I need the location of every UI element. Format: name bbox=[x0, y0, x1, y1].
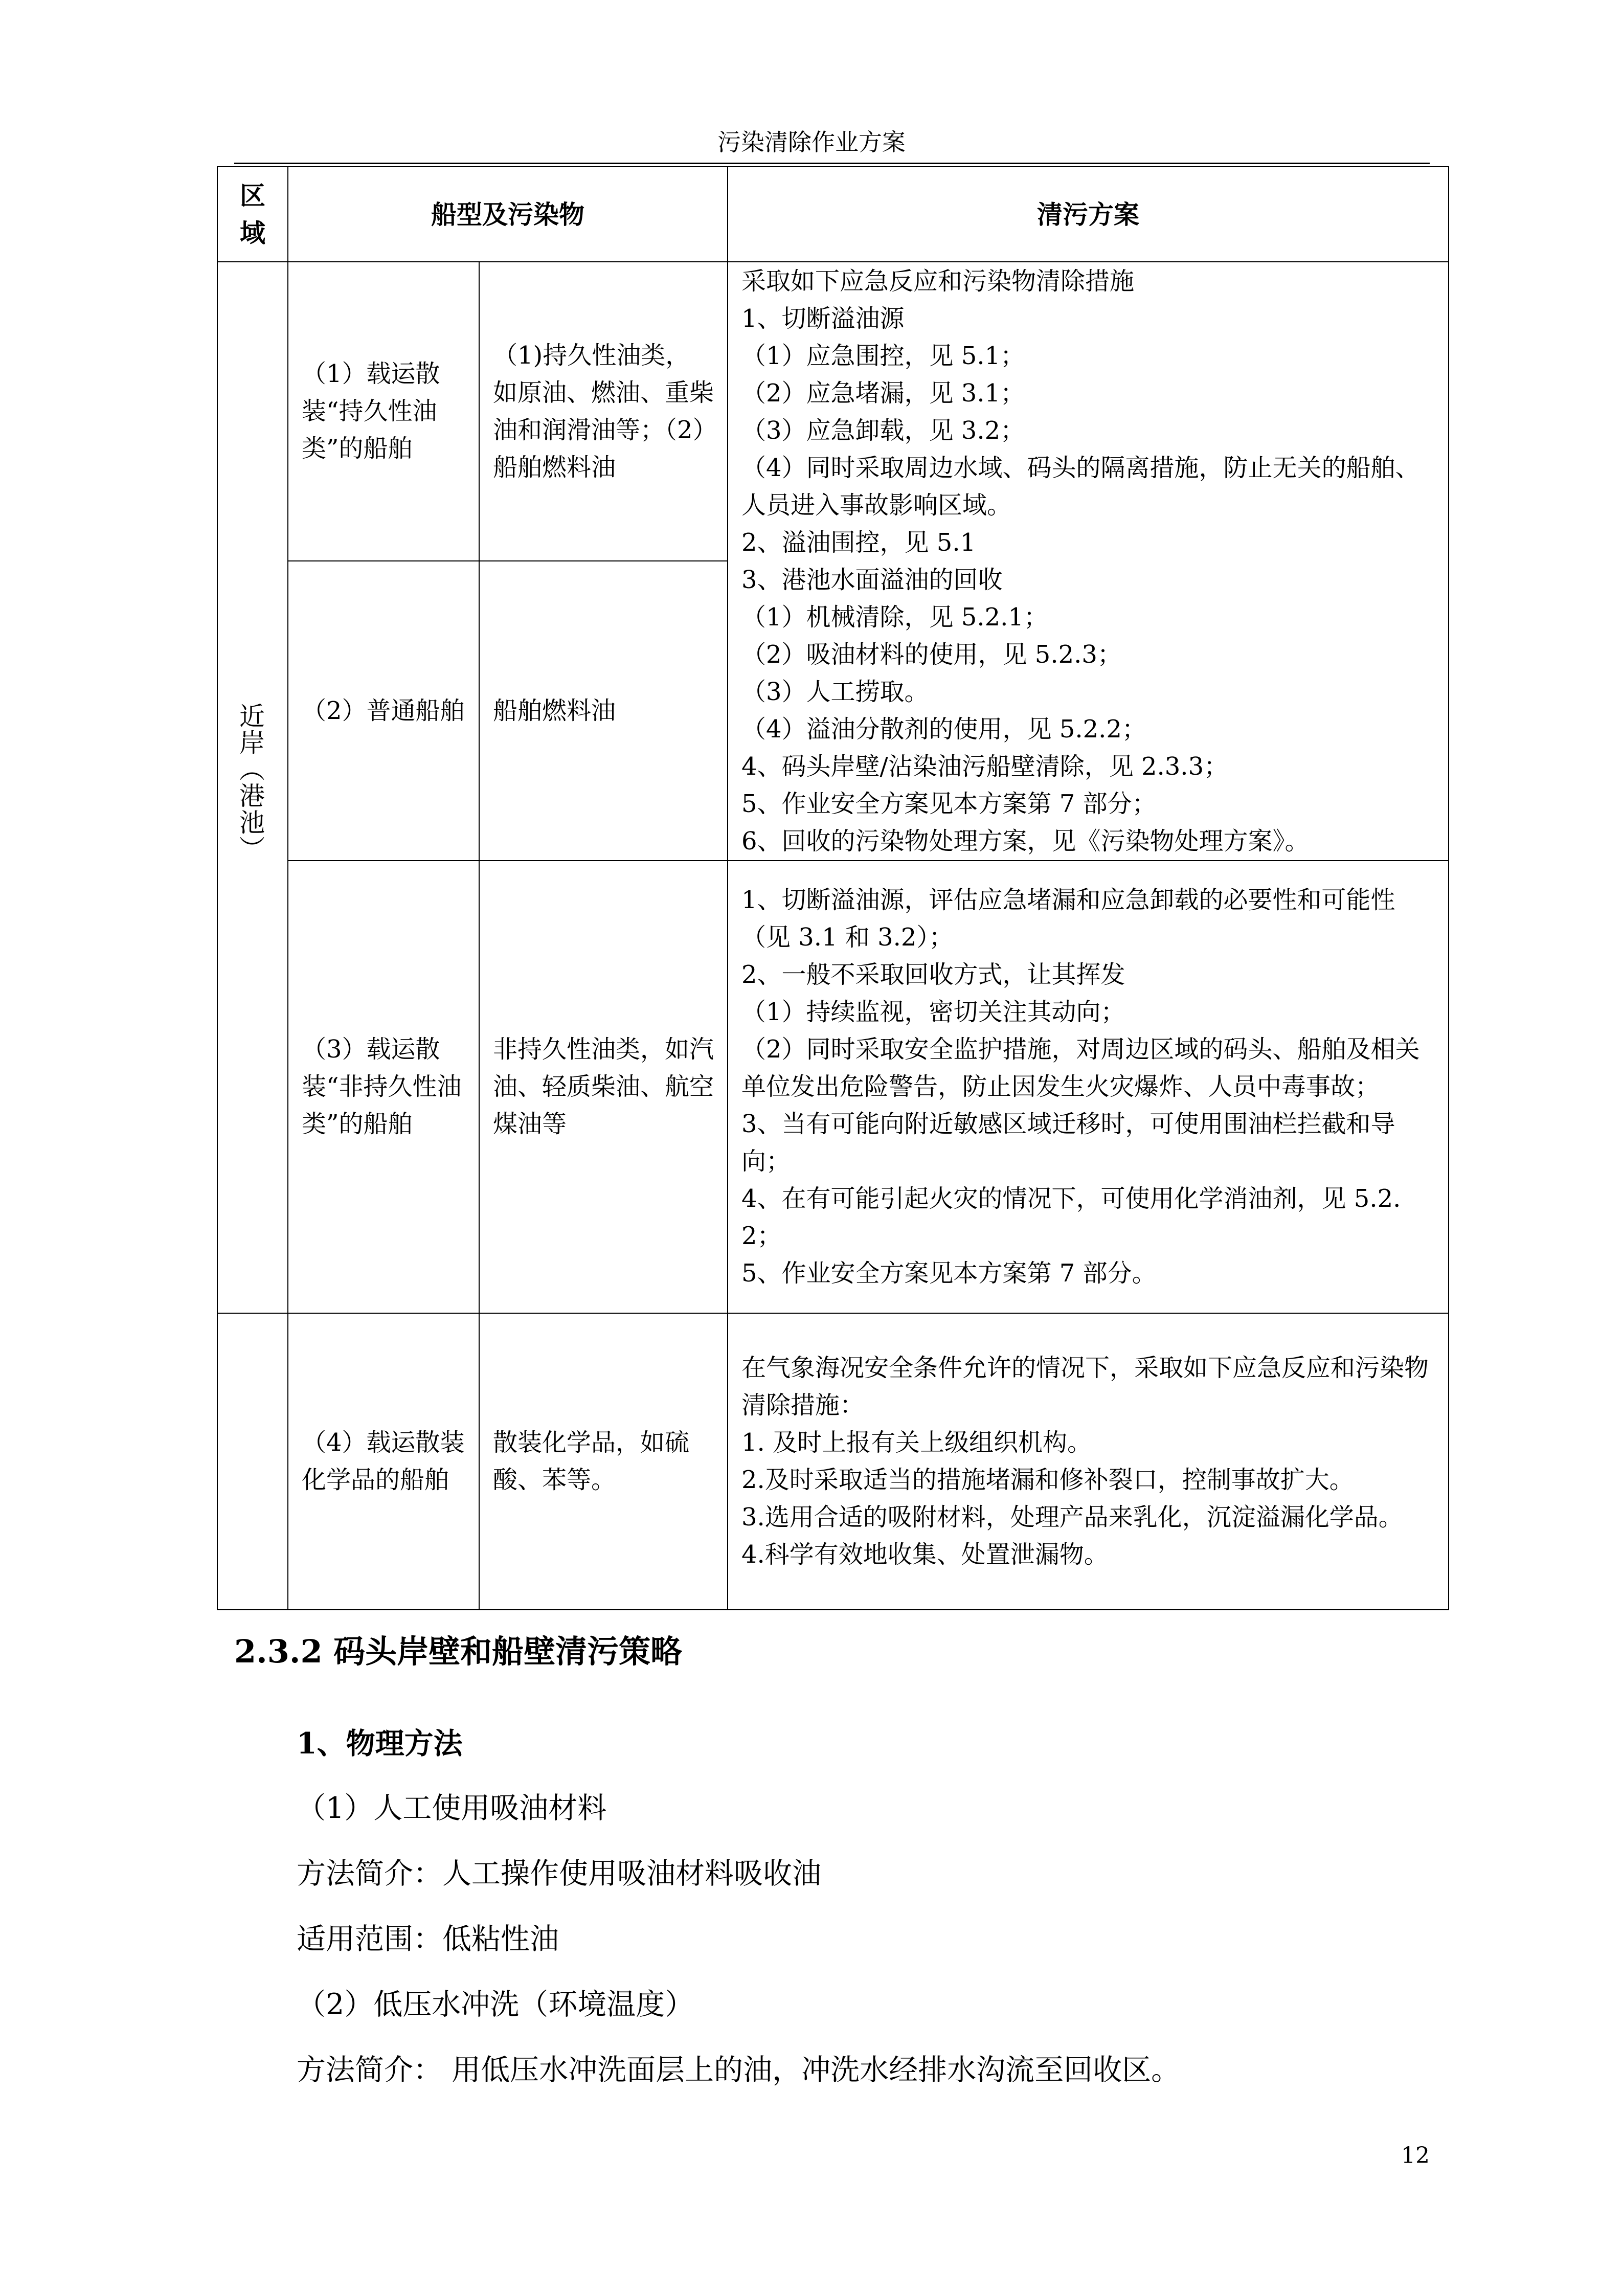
plan-line: 4、在有可能引起火灾的情况下，可使用化学消油剂，见 5.2.2； bbox=[741, 1184, 1401, 1250]
plan-line: 1、切断溢油源 bbox=[741, 304, 905, 333]
plan-line: 2、溢油围控，见 5.1 bbox=[741, 528, 976, 557]
plan-line: 5、作业安全方案见本方案第 7 部分。 bbox=[741, 1259, 1157, 1288]
plan-line: （3）应急卸载，见 3.2； bbox=[741, 416, 1025, 445]
table-header-row bbox=[217, 167, 1449, 262]
item-manual-absorbent: （1）人工使用吸油材料 bbox=[297, 1791, 607, 1825]
plan-line: 在气象海况安全条件允许的情况下，采取如下应急反应和污染物清除措施： bbox=[741, 1354, 1429, 1420]
plan-line: 1、切断溢油源，评估应急堵漏和应急卸载的必要性和可能性（见 3.1 和 3.2）； bbox=[741, 886, 1395, 952]
plan-line: 5、作业安全方案见本方案第 7 部分； bbox=[741, 789, 1157, 818]
plan-line: 4.科学有效地收集、处置泄漏物。 bbox=[741, 1540, 1109, 1569]
plan-line: 3、港池水面溢油的回收 bbox=[741, 565, 1003, 594]
pollutant-cell: 散装化学品，如硫酸、苯等。 bbox=[479, 1313, 728, 1610]
header-plan: 清污方案 bbox=[728, 167, 1449, 262]
plan-line: （1）机械清除，见 5.2.1； bbox=[741, 602, 1048, 632]
plan-line: （1）持续监视，密切关注其动向； bbox=[741, 998, 1125, 1026]
subheading-physical-method: 1、物理方法 bbox=[297, 1726, 463, 1761]
header-region-text: 区域 bbox=[240, 181, 265, 248]
plan-line: （3）人工捞取。 bbox=[741, 677, 929, 706]
plan-line: （1）应急围控，见 5.1； bbox=[741, 341, 1025, 370]
pollutant-cell: （1)持久性油类，如原油、燃油、重柴油和润滑油等；（2）船舶燃料油 bbox=[479, 262, 728, 561]
header-rule bbox=[234, 163, 1430, 164]
plan-line: 2.及时采取适当的措施堵漏和修补裂口，控制事故扩大。 bbox=[741, 1466, 1354, 1494]
plan-line: （2）吸油材料的使用，见 5.2.3； bbox=[741, 640, 1122, 669]
plan-line: （2）应急堵漏，见 3.1； bbox=[741, 378, 1025, 408]
ship-type-cell: （2）普通船舶 bbox=[288, 561, 479, 861]
region-cell-nearshore bbox=[217, 262, 288, 1313]
header-region bbox=[217, 167, 288, 262]
plan-cell-chemical bbox=[728, 1313, 1449, 1610]
ship-type-cell: （3）载运散装“非持久性油类”的船舶 bbox=[288, 861, 479, 1313]
item-scope: 适用范围：低粘性油 bbox=[297, 1922, 559, 1956]
plan-cell-oil bbox=[728, 262, 1449, 861]
pollutant-cell: 非持久性油类，如汽油、轻质柴油、航空煤油等 bbox=[479, 861, 728, 1313]
region-cell-empty bbox=[217, 1313, 288, 1610]
item-low-pressure-wash: （2）低压水冲洗（环境温度） bbox=[297, 1988, 694, 2021]
section-heading: 2.3.2 码头岸壁和船壁清污策略 bbox=[234, 1633, 683, 1670]
ship-type-cell: （1）载运散装“持久性油类”的船舶 bbox=[288, 262, 479, 561]
running-header: 污染清除作业方案 bbox=[717, 128, 906, 156]
plan-cell-nonpersistent bbox=[728, 861, 1449, 1313]
header-ship-pollutant: 船型及污染物 bbox=[288, 167, 728, 262]
plan-line: 3、当有可能向附近敏感区域迁移时，可使用围油栏拦截和导向； bbox=[741, 1110, 1395, 1176]
plan-line: 2、一般不采取回收方式，让其挥发 bbox=[741, 960, 1125, 989]
ship-type-cell: （4）载运散装化学品的船舶 bbox=[288, 1313, 479, 1610]
plan-line: 采取如下应急反应和污染物清除措施 bbox=[741, 266, 1135, 296]
plan-line: 6、回收的污染物处理方案，见《污染物处理方案》。 bbox=[741, 826, 1310, 856]
plan-line: （4）同时采取周边水域、码头的隔离措施，防止无关的船舶、人员进入事故影响区域。 bbox=[741, 453, 1420, 520]
plan-line: （4）溢油分散剂的使用，见 5.2.2； bbox=[741, 714, 1146, 744]
item-method-desc: 方法简介：人工操作使用吸油材料吸收油 bbox=[297, 1857, 821, 1890]
plan-line: 4、码头岸壁/沾染油污船壁清除，见 2.3.3； bbox=[741, 752, 1229, 781]
cleanup-plan-table bbox=[217, 166, 1449, 1610]
page-number: 12 bbox=[1401, 2143, 1430, 2169]
table-row bbox=[217, 1313, 1449, 1610]
item-method-desc: 方法简介： 用低压水冲洗面层上的油，冲洗水经排水沟流至回收区。 bbox=[297, 2053, 1181, 2087]
table-row bbox=[217, 262, 1449, 561]
plan-line: （2）同时采取安全监护措施，对周边区域的码头、船舶及相关单位发出危险警告，防止因发生火灾爆炸、人员中毒事故； bbox=[741, 1035, 1420, 1101]
plan-line: 1. 及时上报有关上级组织机构。 bbox=[741, 1428, 1092, 1457]
plan-line: 3.选用合适的吸附材料，处理产品来乳化，沉淀溢漏化学品。 bbox=[741, 1503, 1403, 1532]
pollutant-cell: 船舶燃料油 bbox=[479, 561, 728, 861]
table-row bbox=[217, 861, 1449, 1313]
region-nearshore-text: 近岸（港池） bbox=[235, 702, 265, 862]
